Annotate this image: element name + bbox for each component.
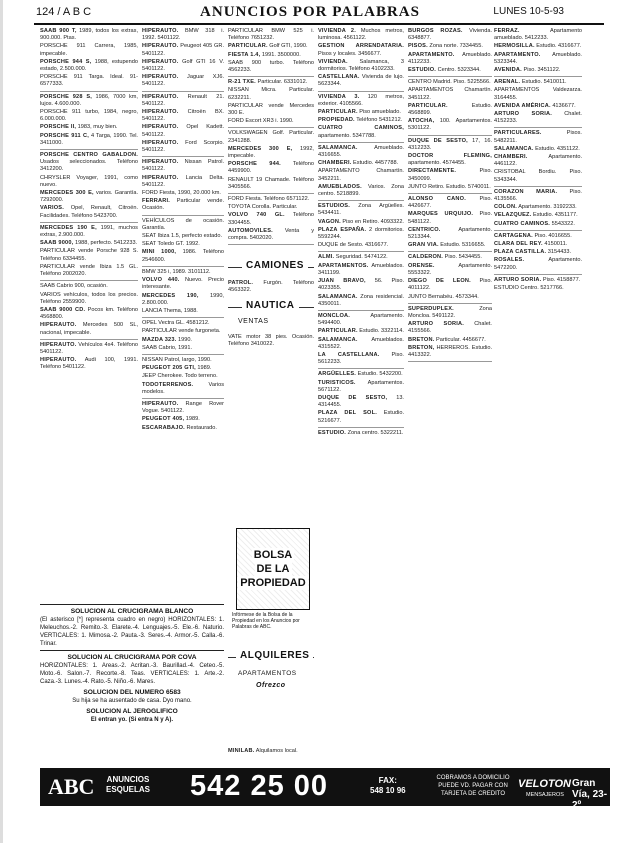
classified-ad: CHAMBERI. Estudio. 4457788.: [318, 160, 399, 167]
banner-fax: [370, 776, 406, 796]
classified-ad: ALMI. Seguridad. 5474122.: [318, 254, 388, 261]
column-1: [40, 28, 138, 598]
classified-ad: FORD Fiesta, 1990, 20.000 km.: [142, 190, 221, 197]
ad-separator: [318, 310, 404, 311]
classified-ad: AMUEBLADOS. Varios. Zona centro. 5218899.: [318, 183, 404, 198]
classified-ad: ARTURO SORIA. Piso. 4158877.: [494, 276, 581, 283]
classified-ad: HIPERAUTO. Renault 21. 5401122.: [142, 93, 224, 107]
solution-body: HORIZONTALES: 1. Areas.-2. Acritan.-3. Baurillad.-4. Ceteo.-5. Moto.-6. Salon.-7. Recorte.-8. Teas. VERTICALES: 1. Arte.-2. Caza.-3. Lunes.-4. Rato.-5. Niño.-6. Mares.: [40, 663, 224, 685]
ad-separator: [408, 193, 492, 194]
classified-ad: CENTRICO. Apartamento. 5213344.: [408, 226, 492, 241]
classified-ad: HIPERAUTO. Golf GTI 16 V. 5401122.: [142, 58, 224, 73]
banner-anuncios: [106, 775, 150, 795]
banner-cobro-line-2: PUEDE VD. PAGAR CON: [438, 783, 508, 789]
classified-ad: ESTUDIOS. Zona Argüelles. 5434411.: [318, 203, 404, 217]
classified-ad: PLAZA CASTILLA. 3154433.: [494, 249, 572, 256]
classified-ad: ESTUDIO. Centro. 5323344.: [408, 67, 481, 74]
column-3: [228, 28, 314, 268]
category-ventas: [228, 318, 314, 330]
classified-ad: ARGÜELLES. Estudio. 5432200.: [318, 371, 403, 378]
classified-ad: APARTAMENTOS Valdezarza. 3164455.: [494, 87, 582, 101]
classified-ad: ARENAL. Estudio. 5410011.: [494, 79, 567, 86]
banner-cobro-line-3: TARJETA DE CREDITO: [440, 791, 505, 797]
solution-title: SOLUCION AL JEROGLIFICO: [86, 708, 178, 715]
classified-ad: PORSCHE 944. Teléfono 4459900.: [228, 161, 314, 175]
page-number: 124 / A B C: [36, 6, 92, 18]
solutions-rule: [40, 650, 224, 651]
classified-ad: MERCEDES 190 E, 1991, muchos extras, 2.900.000.: [40, 224, 138, 239]
classified-ad: VAGON. Piso en Retiro. 4093322.: [318, 218, 404, 225]
banner-cobro-line-1: COBRAMOS A DOMICILIO: [436, 775, 510, 781]
ad-separator: [228, 193, 314, 194]
classified-ad: CHAMBERI. Apartamento. 4461122.: [494, 154, 582, 168]
header-rule: [34, 23, 604, 25]
puzzle-solutions: [40, 602, 224, 724]
classified-ad: PARTICULAR vende Mercedes 300 E.: [228, 102, 314, 117]
classified-ad: PARTICULAR. Golf GTI, 1990.: [228, 43, 308, 50]
classified-ad: PARTICULAR. Estudio. 3322114.: [318, 328, 404, 335]
ad-separator: [40, 222, 138, 223]
classified-ad: HIPERAUTO. Lancia Delta. 5401122.: [142, 174, 224, 188]
banner-phone: 542 25 00: [190, 770, 329, 802]
classified-ad: ARTURO SORIA. Chalet. 4155566.: [408, 321, 492, 335]
banner-address: Gran Vía, 23-2º: [572, 778, 608, 811]
classified-ad: HIPERAUTO. Opel Kadett. 5401122.: [142, 124, 224, 138]
classified-ad: ARTURO SORIA. Chalet. 4152233.: [494, 111, 582, 125]
classified-ad: VIVIENDA 2. Muchos metros, luminosa. 4561122.: [318, 28, 404, 42]
classified-ad: ROSALES. Apartamento. 5472200.: [494, 257, 582, 271]
classified-ad: SAAB Cabrio 900, ocasión.: [40, 283, 108, 290]
ad-separator: [494, 230, 582, 231]
classified-ad: PORSCHE CENTRO GABALDON. Usados seleccionados. Teléfono 3412200.: [40, 152, 138, 173]
banner-fax-label: FAX:: [378, 776, 397, 785]
classified-ad: HIPERAUTO. Peugeot 405 GR. 5401122.: [142, 43, 224, 57]
classified-ad: PROPIEDAD. Teléfono 5431212.: [318, 117, 403, 124]
classified-ad: ATOCHA, 100. Apartamentos. 5301122.: [408, 118, 492, 132]
ad-separator: [142, 156, 224, 157]
classified-ad: FORD Fiesta. Teléfono 6571122.: [228, 196, 310, 203]
veloton-logo: VELOTON: [518, 778, 571, 790]
solution-title: SOLUCION DEL NUMERO 6583: [83, 689, 181, 696]
category-label: NAUTICA: [242, 300, 299, 311]
solution-2: [40, 654, 224, 686]
classified-ad: HIPERAUTO. Range Rover Vogue. 5401122.: [142, 400, 224, 415]
category-camiones: [228, 260, 314, 274]
banner-fax-number: 548 10 96: [370, 786, 406, 795]
solution-title: SOLUCION AL CRUCIGRAMA POR COVA: [67, 654, 197, 661]
column-5: [408, 28, 492, 763]
solution-body: Su hija se ha ausentado de casa. Dyo mano.: [72, 698, 192, 704]
classified-ad: CUATRO CAMINOS, apartamento. 5347788.: [318, 125, 404, 139]
classified-ad: PARTICULAR vende furgoneta.: [142, 328, 221, 335]
solution-1: [40, 608, 224, 648]
classified-ad: PEUGEOT 405, 1989.: [142, 416, 200, 423]
ad-separator: [494, 127, 582, 128]
ad-separator: [40, 280, 138, 281]
classified-ad: PORSCHE 928 S, 1986, 7000 km, lujos. 4.600.000.: [40, 93, 138, 107]
classified-ad: PARTICULAR. Piso amueblado.: [318, 109, 401, 116]
ad-separator: [318, 251, 404, 252]
ad-separator: [40, 149, 138, 150]
ad-separator: [494, 186, 582, 187]
classified-ad: CRISTOBAL Bordiu. Piso. 5343344.: [494, 169, 582, 183]
footer-banner: [40, 768, 610, 811]
section-title: ANUNCIOS POR PALABRAS: [200, 4, 420, 20]
classified-ad: SAAB 900 T, 1989, todos los extras, 900.000. Ptas.: [40, 28, 138, 42]
classified-ad: PARTICULAR vende Porsche 928 S. Teléfono 6334455.: [40, 248, 138, 262]
ad-separator: [228, 244, 314, 245]
classified-ad: DUQUE DE SESTO, 17, 16. 4312233.: [408, 137, 492, 151]
classified-ad: DUQUE de Sesto. 4316677.: [318, 242, 389, 249]
classified-ad: CUATRO CAMINOS. 5543322.: [494, 220, 575, 227]
classified-ad: SALAMANCA. Amueblados. 4315522.: [318, 336, 404, 350]
ad-separator: [408, 303, 492, 304]
classified-ad: VEHÍCULOS de ocasión. Garantía.: [142, 217, 224, 231]
classified-ad: PARTICULAR. Estudio. 4568899.: [408, 102, 492, 117]
classified-ad: APARTAMENTOS. Amueblados. 3411199.: [318, 262, 404, 276]
ad-separator: [228, 76, 314, 77]
ad-separator: [408, 76, 492, 77]
ad-separator: [228, 127, 314, 128]
bolsa-line-2: DE LA: [256, 563, 290, 575]
classified-ad: PISOS. Zona norte. 7334455.: [408, 43, 483, 50]
classified-ad: ESCARABAJO. Restaurado.: [142, 424, 217, 431]
classified-ad: PORSCHE 911 turbo, 1984, negro, 6.000.000.: [40, 109, 138, 123]
classified-ad: MAZDA 323. 1990.: [142, 336, 192, 343]
classified-ad: HIPERAUTO. Vehículos 4x4. Teléfono 5401122.: [40, 341, 138, 355]
banner-anuncios-line-2: ESQUELAS: [106, 785, 151, 794]
solution-body: El entran yo. (Si entra N y A).: [90, 717, 174, 723]
classified-ad: PEUGEOT 205 GTI, 1989.: [142, 365, 212, 372]
ad-separator: [318, 427, 404, 428]
ad-separator: [494, 274, 582, 275]
ad-separator: [40, 339, 138, 340]
classified-ad: SEAT Ibiza 1.5, perfecto estado.: [142, 233, 223, 240]
classified-ad: GRAN VIA. Estudio. 5316655.: [408, 242, 486, 249]
ad-separator: [318, 91, 404, 92]
classified-ad: ALONSO CANO. Piso. 4426677.: [408, 196, 492, 210]
classified-ad: TOYOTA Corolla. Particular.: [228, 204, 298, 211]
classified-ad: PLAZA ESPAÑA. 2 dormitorios. 5592244.: [318, 226, 404, 241]
classified-ad: CASTELLANA. Vivienda de lujo. 5623344.: [318, 74, 404, 88]
solutions-rule: [40, 604, 224, 605]
ventas-ad-text: VATE motor 38 pies. Ocasión. Teléfono 3410022.: [228, 334, 314, 348]
classified-ad: SAAB 900 turbo. Teléfono 4562233.: [228, 59, 314, 74]
ad-separator: [40, 91, 138, 92]
classified-ad: VIVIENDA. Salamanca, 3 dormitorios. Teléfono 4102233.: [318, 58, 404, 73]
classified-ad: OPEL Vectra GL. 4581212.: [142, 320, 210, 327]
category-label: APARTAMENTOS: [234, 670, 301, 677]
ad-separator: [318, 368, 404, 369]
classified-ad: MERCEDES 300 E, 1992, impecable.: [228, 145, 314, 160]
classified-ad: AUTOMOVILES. Venta y compra. 5402020.: [228, 227, 314, 242]
classified-ad: HIPERAUTO. Ford Scorpio. 5401122.: [142, 139, 224, 154]
banner-cobro: [423, 774, 523, 798]
category-apartamentos: [228, 670, 314, 680]
classified-ad: SAAB 9000 CD. Pocos km. Teléfono 4568800.: [40, 306, 138, 321]
page-edge: [0, 0, 3, 843]
classified-ad: SAAB 9000, 1988, perfecto. 5412233.: [40, 240, 138, 247]
classified-ad: MARQUES URQUIJO. Piso. 5481122.: [408, 211, 492, 225]
classified-ad: VOLVO 440. Nuevo. Precio interesante.: [142, 277, 224, 291]
bolsa-propiedad-ad: [236, 528, 310, 610]
classified-ad: FIESTA 1.4, 1991. 3500000.: [228, 51, 301, 58]
classified-ad: APARTAMENTO Chamartín. 3452211.: [318, 168, 404, 182]
solution-4: [40, 708, 224, 724]
classified-ad: APARTAMENTOS Chamartín. 3451122.: [408, 87, 492, 101]
ad-separator: [408, 251, 492, 252]
camiones-ad-text: PATROL. Furgón. Teléfono 4563322.: [228, 280, 314, 294]
classified-ad: PARTICULAR vende Ibiza 1.5 GL. Teléfono 2002020.: [40, 263, 138, 278]
classified-ad: ESTUDIO Centro. 5217766.: [494, 285, 564, 292]
classified-ad: HERMOSILLA. Estudio. 4316677.: [494, 43, 582, 50]
camiones-ad: [228, 280, 314, 300]
classified-ad: LANCIA Thema, 1988.: [142, 307, 198, 314]
ad-separator: [408, 361, 492, 362]
classified-ad: VIVIENDA 3. 120 metros, exterior. 4105566.: [318, 93, 404, 107]
ad-separator: [142, 91, 224, 92]
classified-ad: ORENSE. Apartamento. 5553322.: [408, 262, 492, 276]
classified-ad: VARIOS vehículos, todos los precios. Teléfono 2559900.: [40, 291, 138, 305]
column-6: [494, 28, 582, 763]
classified-ad: NISSAN Patrol, largo, 1990.: [142, 356, 212, 363]
ad-separator: [142, 398, 224, 399]
category-label: Ofrezco: [252, 682, 290, 689]
classified-ad: RENAULT 19 Chamade. Teléfono 3405566.: [228, 176, 314, 190]
ad-separator: [318, 200, 404, 201]
solution-body: (El asterisco [*] representa cuadro en negro) HORIZONTALES: 1. Meleuchos.-2. Remito.-3. Elarete.-4. Lenguajes.-5. Ele.-6. Naturio. VERTICALES: 1. Mimosa.-2. Pauta.-3. Seres.-4. Armor.-5. Calla.-6. Trinar.: [40, 617, 224, 647]
classified-ad: DIEGO DE LEON. Piso. 4011122.: [408, 278, 492, 292]
ad-separator: [408, 135, 492, 136]
classified-ad: GESTION ARRENDATARIA. Pisos y locales. 3456677.: [318, 43, 404, 57]
classified-ad: AVENIDA. Piso. 3451122.: [494, 67, 561, 74]
classified-ad: SALAMANCA. Zona residencial. 4350011.: [318, 293, 404, 307]
classified-ad: DOCTOR FLEMING, apartamento. 4574455.: [408, 153, 492, 167]
classified-ad: MERCEDES 190, 1990, 2.800.000.: [142, 292, 224, 306]
classified-ad: PORSCHE 911 C, 4 Targa, 1990. Tel. 3411000.: [40, 132, 138, 146]
ventas-ad: [228, 334, 314, 354]
banner-anuncios-line-1: ANUNCIOS: [106, 775, 150, 784]
classified-ad: HIPERAUTO. Nissan Patrol. 5401122.: [142, 159, 224, 173]
ad-separator: [494, 76, 582, 77]
classified-ad: CHRYSLER Voyager, 1991, como nuevo.: [40, 174, 138, 188]
classified-ad: BURGOS ROZAS. Vivienda. 6348877.: [408, 28, 492, 42]
category-alquileres: [228, 650, 314, 664]
classified-ad: PARTICULAR BMW 525 i. Teléfono 7651232.: [228, 28, 314, 42]
classified-ad: VOLKSWAGEN Golf. Particular. 2341288.: [228, 130, 314, 144]
category-label: CAMIONES: [242, 260, 308, 271]
classified-ad: MONCLOA. Apartamento. 5494400.: [318, 312, 404, 327]
classified-ad: LA CASTELLANA. Piso. 5612233.: [318, 351, 404, 366]
classified-ad: BMW 325 i, 1989. 3101112.: [142, 268, 211, 275]
column-4: [318, 28, 404, 763]
bolsa-line-3: PROPIEDAD: [240, 577, 306, 589]
classified-ad: PORSCHE 911 Targa. Ideal. 91-6577333.: [40, 74, 138, 88]
classified-ad: JUAN BRAVO, 56. Piso. 4023355.: [318, 278, 404, 292]
minilab-ad: [228, 748, 314, 762]
classified-ad: HIPERAUTO. BMW 318 i. 1992. 5401122.: [142, 28, 224, 42]
veloton-sub: MENSAJEROS: [526, 792, 564, 798]
classified-ad: SALAMANCA. Amueblado. 4316655.: [318, 144, 404, 159]
classified-ad: PARTICULARES. Pisos. 5482211.: [494, 130, 582, 144]
classified-ad: APARTAMENTO. Amueblado. 4112233.: [408, 51, 492, 65]
classified-ad: PLAZA DEL SOL. Estudio. 5216677.: [318, 410, 404, 424]
classified-ad: MERCEDES 300 E, varios. Garantía. 7292000.: [40, 190, 138, 204]
classified-ad: FERRAZ. Apartamento amueblado. 5412233.: [494, 28, 582, 42]
classified-ad: HIPERAUTO. Citroën BX. 5401122.: [142, 109, 224, 123]
classified-ad: TODOTERRENOS. Varios modelos.: [142, 381, 224, 395]
classified-ad: JEEP Cherokee. Todo terreno.: [142, 373, 218, 380]
classified-ad: PORSCHE 911 Carrera, 1985, impecable.: [40, 43, 138, 57]
category-label: ALQUILERES: [236, 650, 313, 661]
ad-separator: [142, 215, 224, 216]
classified-ad: VARIOS. Opel, Renault, Citroën. Facilidades. Teléfono 5423700.: [40, 205, 138, 219]
ad-separator: [318, 142, 404, 143]
classified-ad: SEAT Toledo GT. 1992.: [142, 241, 200, 248]
solution-3: [40, 689, 224, 705]
page-date: LUNES 10-5-93: [493, 6, 564, 17]
abc-logo: ABC: [48, 774, 95, 799]
classified-ad: JUNTO Retiro. Estudio. 5740011.: [408, 183, 491, 190]
classified-ad: CORAZON MARIA. Piso. 4135566.: [494, 188, 582, 203]
classified-ad: PORSCHE II, 1983, muy bien.: [40, 124, 118, 131]
category-nautica: [228, 300, 314, 314]
classified-ad: R-21 TXE. Particular. 6331012.: [228, 79, 308, 86]
classified-ad: DIRECTAMENTE. Piso. 3450099.: [408, 168, 492, 182]
classified-ad: HIPERAUTO. Audi 100, 1991. Teléfono 5401122.: [40, 357, 138, 371]
classified-ad: FORD Escort XR3 i. 1990.: [228, 118, 294, 125]
classified-ad: BRETON, HERREROS. Estudio. 4413322.: [408, 344, 492, 358]
classified-ad: HIPERAUTO. Jaguar XJ6. 5401122.: [142, 74, 224, 88]
classified-ad: DUQUE DE SESTO, 13. 4314455.: [318, 394, 404, 409]
classified-ad: HIPERAUTO. Mercedes 500 SL, nacional, impecable.: [40, 322, 138, 336]
classified-ad: TURISTICOS. Apartamentos. 5671122.: [318, 379, 404, 393]
classified-ad: SAAB Cabrio, 1991.: [142, 344, 193, 351]
ad-separator: [142, 354, 224, 355]
minilab-ad-text: MINILAB. Alquilamos local.: [228, 748, 298, 754]
classified-ad: BRETON. Particular. 4456677.: [408, 336, 486, 343]
classified-ad: MINI 1000, 1986. Teléfono 2546600.: [142, 249, 224, 263]
classified-ad: CENTRO Madrid. Piso. 5225566.: [408, 79, 491, 86]
classified-ad: COLON. Apartamento. 3192233.: [494, 204, 577, 211]
classified-ad: NISSAN Micra. Particular. 6232211.: [228, 87, 314, 101]
classified-ad: FERRARI. Particular vende. Ocasión.: [142, 198, 224, 212]
classified-ad: APARTAMENTO. Amueblado. 5323344.: [494, 51, 582, 65]
classified-ad: SALAMANCA. Estudio. 4351122.: [494, 145, 580, 152]
classified-ad: AVENIDA AMÉRICA. 4136677.: [494, 102, 576, 109]
classified-ad: ESTUDIO. Zona centro. 5322211.: [318, 429, 404, 436]
classified-ad: CARTAGENA. Piso. 4016655.: [494, 232, 572, 239]
classified-ad: VELAZQUEZ. Estudio. 4351177.: [494, 212, 578, 219]
classified-ad: PORSCHE 944 S, 1988, estupendo estado, 2.500.000.: [40, 58, 138, 73]
category-label: VENTAS: [234, 318, 273, 325]
classified-ad: CALDERON. Piso. 5434455.: [408, 254, 482, 261]
ad-separator: [142, 317, 224, 318]
classified-ad: SUPERDUPLEX. Zona Moncloa. 5491122.: [408, 305, 492, 319]
classified-ad: JUNTO Bernabéu. 4573344.: [408, 293, 479, 300]
bolsa-note: Infórmese de la Bolsa de la Propiedad en los Anuncios por Palabras de ABC.: [232, 612, 300, 630]
bolsa-line-1: BOLSA: [253, 549, 293, 561]
classified-ad: VOLVO 740 GL. Teléfono 3304455.: [228, 212, 314, 226]
ad-separator: [142, 266, 224, 267]
category-ofrezco: [228, 682, 314, 692]
column-2: [142, 28, 224, 498]
solution-title: SOLUCION AL CRUCIGRAMA BLANCO: [70, 608, 194, 615]
classified-ad: CLARA DEL REY. 4150011.: [494, 241, 568, 248]
